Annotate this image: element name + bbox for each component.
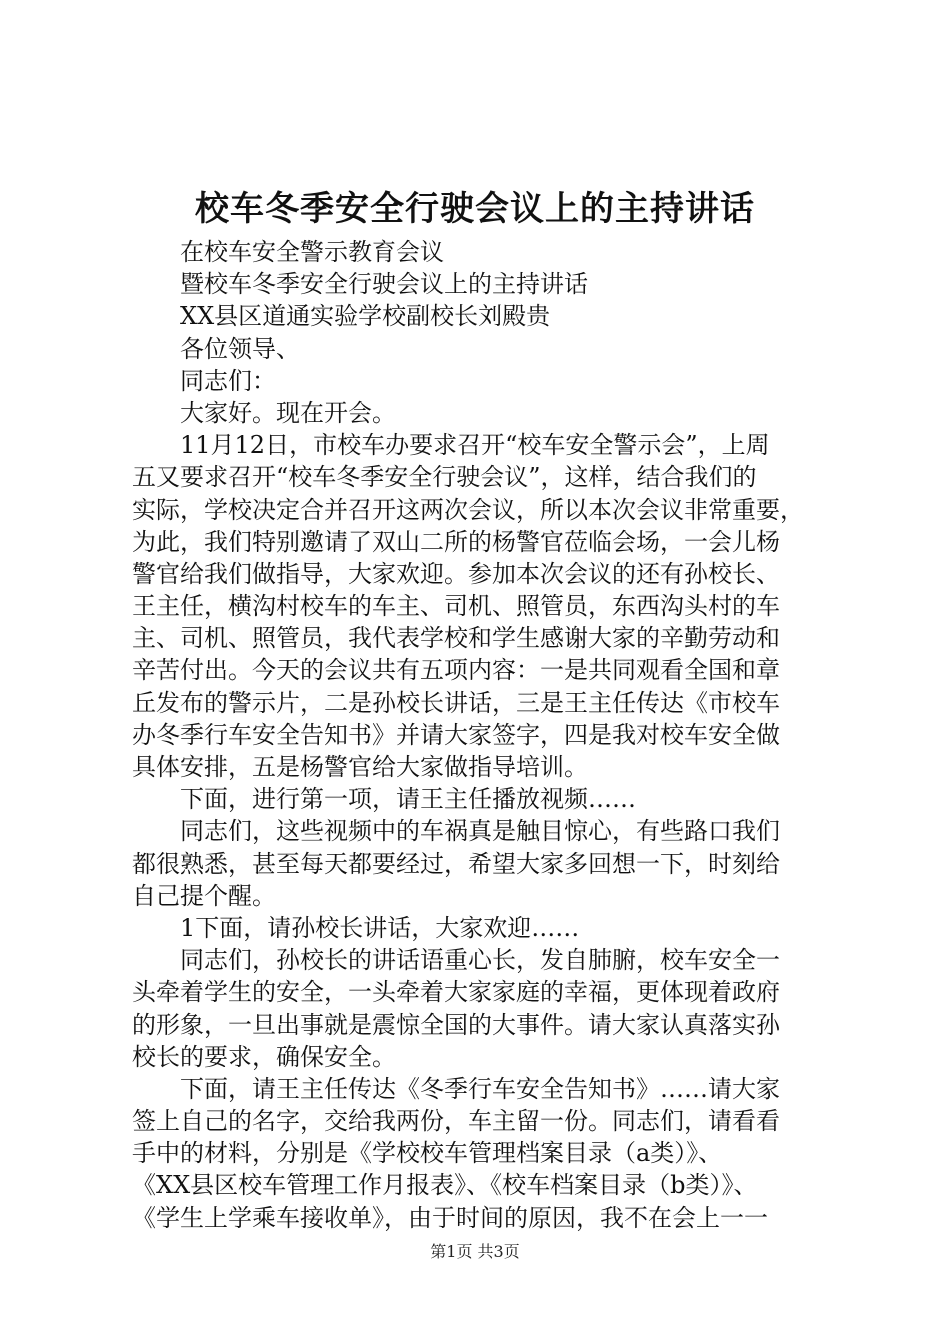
text-line: 主、司机、照管员，我代表学校和学生感谢大家的辛勤劳动和 <box>132 624 780 653</box>
text-line: 都很熟悉，甚至每天都要经过，希望大家多回想一下，时刻给 <box>132 849 780 878</box>
text-line: 五又要求召开“校车冬季安全行驶会议”，这样，结合我们的 <box>132 463 757 492</box>
text-line: 暨校车冬季安全行驶会议上的主持讲话 <box>180 270 588 299</box>
text-line: 《学生上学乘车接收单》，由于时间的原因，我不在会上一一 <box>132 1203 768 1232</box>
text-line: 校长的要求，确保安全。 <box>132 1042 396 1071</box>
text-line: 各位领导、 <box>180 334 300 363</box>
text-line: 大家好。现在开会。 <box>180 398 396 427</box>
text-line: 同志们： <box>180 366 276 395</box>
text-line: 手中的材料，分别是《学校校车管理档案目录（a类）》、 <box>132 1139 723 1168</box>
text-line: XX县区道通实验学校副校长刘殿贵 <box>180 302 551 331</box>
text-line: 辛苦付出。今天的会议共有五项内容：一是共同观看全国和章 <box>132 656 780 685</box>
document-body <box>132 236 832 1234</box>
text-line: 实际，学校决定合并召开这两次会议，所以本次会议非常重要， <box>132 495 804 524</box>
page-footer: 第1页 共3页 <box>430 1242 520 1261</box>
text-line: 下面，请王主任传达《冬季行车安全告知书》……请大家 <box>180 1074 780 1103</box>
text-line: 下面，进行第一项，请王主任播放视频…… <box>180 785 636 814</box>
text-line: 具体安排，五是杨警官给大家做指导培训。 <box>132 753 588 781</box>
text-line: 在校车安全警示教育会议 <box>180 238 444 266</box>
text-line: 1下面，请孙校长讲话，大家欢迎…… <box>180 913 580 942</box>
text-line: 办冬季行车安全告知书》并请大家签字，四是我对校车安全做 <box>132 720 780 749</box>
document-title: 校车冬季安全行驶会议上的主持讲话 <box>195 189 755 229</box>
text-line: 11月12日，市校车办要求召开“校车安全警示会”，上周 <box>180 431 770 460</box>
text-line: 自己提个醒。 <box>132 881 276 910</box>
text-line: 丘发布的警示片，二是孙校长讲话，三是王主任传达《市校车 <box>132 688 780 717</box>
text-line: 同志们，孙校长的讲话语重心长，发自肺腑，校车安全一 <box>180 946 780 975</box>
text-line: 为此，我们特别邀请了双山二所的杨警官莅临会场，一会儿杨 <box>132 527 780 556</box>
text-line: 警官给我们做指导，大家欢迎。参加本次会议的还有孙校长、 <box>132 559 780 588</box>
text-line: 王主任，横沟村校车的车主、司机、照管员，东西沟头村的车 <box>132 592 780 621</box>
text-line: 同志们，这些视频中的车祸真是触目惊心，有些路口我们 <box>180 817 780 846</box>
text-line: 的形象，一旦出事就是震惊全国的大事件。请大家认真落实孙 <box>132 1010 780 1039</box>
text-line: 《XX县区校车管理工作月报表》、《校车档案目录（b类）》、 <box>132 1171 758 1200</box>
text-line: 签上自己的名字，交给我两份，车主留一份。同志们，请看看 <box>132 1107 780 1136</box>
text-line: 头牵着学生的安全，一头牵着大家家庭的幸福，更体现着政府 <box>132 978 780 1007</box>
